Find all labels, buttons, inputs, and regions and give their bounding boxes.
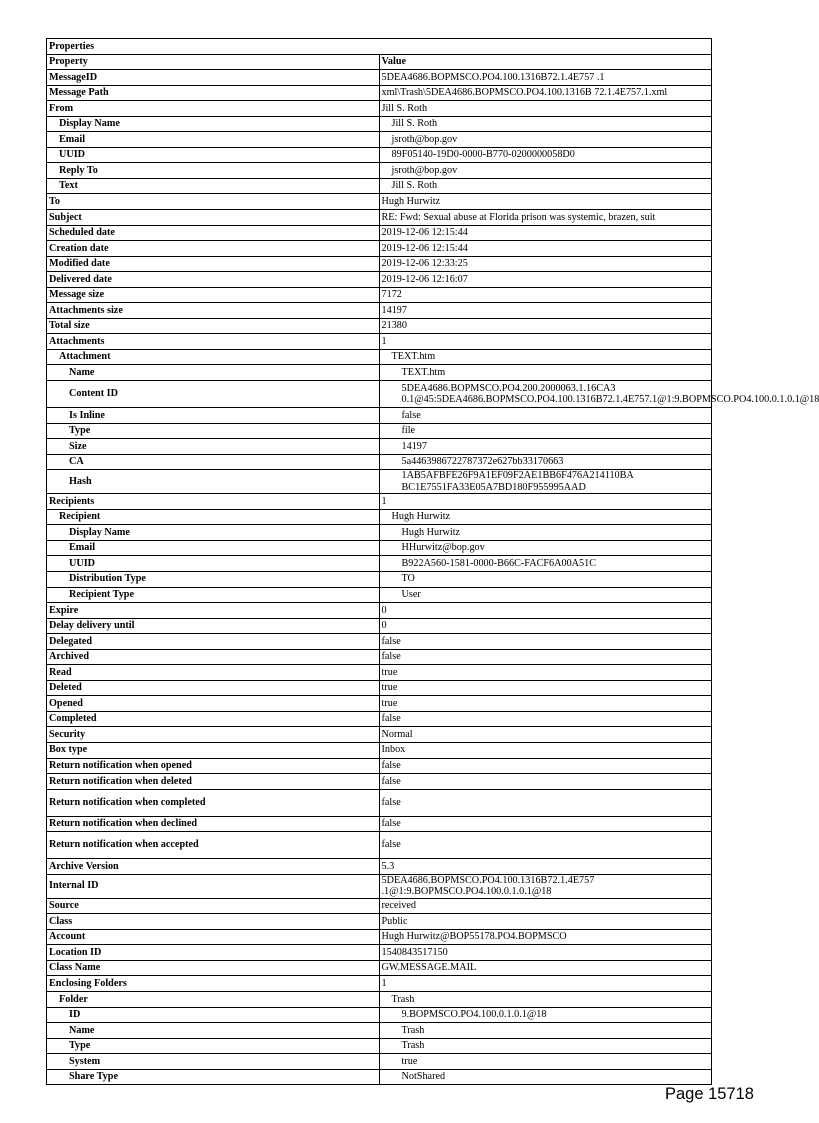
property-value: jsroth@bop.gov [379, 132, 712, 148]
properties-table [46, 38, 819, 1085]
property-value: 2019-12-06 12:15:44 [379, 241, 712, 257]
property-value: 5.3 [379, 859, 712, 875]
property-name: Attachment [47, 349, 380, 365]
property-value: false [379, 711, 712, 727]
table-row [47, 618, 712, 634]
property-value: 5a4463986722787372e627bb33170663 [379, 454, 712, 470]
table-title-row [47, 39, 712, 55]
property-value: GW.MESSAGE.MAIL [379, 960, 712, 976]
property-value: Public [379, 914, 712, 930]
property-value: 14197 [379, 439, 712, 455]
property-name: Expire [47, 603, 380, 619]
property-value: jsroth@bop.gov [379, 163, 712, 179]
table-row [47, 303, 712, 319]
property-value: Normal [379, 727, 712, 743]
property-value: true [379, 696, 712, 712]
table-title: Properties [47, 39, 712, 55]
property-name: Name [47, 365, 380, 381]
table-row [47, 349, 712, 365]
table-row [47, 1038, 712, 1054]
property-value: xml\Trash\5DEA4686.BOPMSCO.PO4.100.1316B 72.1.4E757.1.xml [379, 85, 712, 101]
property-value: B922A560-1581-0000-B66C-FACF6A00A51C [379, 556, 712, 572]
property-name: Delivered date [47, 272, 380, 288]
table-row [47, 1007, 712, 1023]
table-header-row [47, 54, 712, 70]
table-row [47, 540, 712, 556]
property-name: Is Inline [47, 408, 380, 424]
property-value: 2019-12-06 12:33:25 [379, 256, 712, 272]
table-row [47, 603, 712, 619]
property-name: Location ID [47, 945, 380, 961]
property-name: Account [47, 929, 380, 945]
property-name: To [47, 194, 380, 210]
table-row [47, 929, 712, 945]
table-row [47, 163, 712, 179]
property-value: Trash [379, 991, 712, 1007]
table-row [47, 1023, 712, 1039]
property-value: 1 [379, 976, 712, 992]
table-row [47, 509, 712, 525]
property-name: Class Name [47, 960, 380, 976]
property-value: Hugh Hurwitz@BOP55178.PO4.BOPMSCO [379, 929, 712, 945]
property-value: Hugh Hurwitz [379, 525, 712, 541]
property-value: true [379, 665, 712, 681]
property-value: false [379, 774, 712, 790]
property-value: 5DEA4686.BOPMSCO.PO4.200.2000063.1.16CA3 0.1@45:5DEA4686.BOPMSCO.PO4.100.1316B72.1.4E757.1@1:9.BOPMSCO.PO4.100.0.1.0.1@18 [379, 381, 712, 408]
property-name: Return notification when declined [47, 816, 380, 832]
property-value: 2019-12-06 12:16:07 [379, 272, 712, 288]
table-row [47, 1054, 712, 1070]
property-name: Scheduled date [47, 225, 380, 241]
property-value: HHurwitz@bop.gov [379, 540, 712, 556]
property-value: 89F05140-19D0-0000-B770-0200000058D0 [379, 147, 712, 163]
property-name: Email [47, 132, 380, 148]
property-name: Security [47, 727, 380, 743]
property-name: Content ID [47, 381, 380, 408]
table-row [47, 318, 712, 334]
property-value: false [379, 634, 712, 650]
property-value: 0 [379, 618, 712, 634]
property-value: 1 [379, 494, 712, 510]
table-row [47, 194, 712, 210]
table-row [47, 945, 712, 961]
property-value: Jill S. Roth [379, 178, 712, 194]
property-name: Class [47, 914, 380, 930]
property-name: Subject [47, 210, 380, 226]
property-name: Size [47, 439, 380, 455]
property-name: ID [47, 1007, 380, 1023]
table-row [47, 241, 712, 257]
table-row [47, 991, 712, 1007]
property-value: Trash [379, 1023, 712, 1039]
table-row [47, 225, 712, 241]
property-value: Trash [379, 1038, 712, 1054]
table-row [47, 556, 712, 572]
table-row [47, 960, 712, 976]
property-name: Recipient Type [47, 587, 380, 603]
table-row [47, 976, 712, 992]
property-name: Total size [47, 318, 380, 334]
properties-table-body [47, 39, 819, 1085]
table-row [47, 634, 712, 650]
table-row [47, 423, 712, 439]
property-name: Share Type [47, 1069, 380, 1085]
property-column-header: Property [47, 54, 380, 70]
table-row [47, 334, 712, 350]
property-name: System [47, 1054, 380, 1070]
table-row [47, 789, 712, 816]
table-row [47, 832, 712, 859]
property-value: false [379, 816, 712, 832]
table-row [47, 774, 712, 790]
property-value: 5DEA4686.BOPMSCO.PO4.100.1316B72.1.4E757 .1 [379, 70, 712, 86]
property-value: 7172 [379, 287, 712, 303]
property-name: Text [47, 178, 380, 194]
table-row [47, 101, 712, 117]
table-row [47, 742, 712, 758]
property-value: Jill S. Roth [379, 116, 712, 132]
table-row [47, 470, 712, 494]
property-name: Completed [47, 711, 380, 727]
property-name: Hash [47, 470, 380, 494]
property-value: true [379, 680, 712, 696]
property-value: Hugh Hurwitz [379, 194, 712, 210]
property-value: TEXT.htm [379, 365, 712, 381]
property-name: Message size [47, 287, 380, 303]
property-name: UUID [47, 147, 380, 163]
property-name: Attachments [47, 334, 380, 350]
table-row [47, 816, 712, 832]
property-value: TEXT.htm [379, 349, 712, 365]
property-name: Folder [47, 991, 380, 1007]
table-row [47, 898, 712, 914]
property-value: NotShared [379, 1069, 712, 1085]
table-row [47, 287, 712, 303]
property-name: Internal ID [47, 874, 380, 898]
property-name: CA [47, 454, 380, 470]
property-name: MessageID [47, 70, 380, 86]
table-row [47, 571, 712, 587]
property-value: false [379, 758, 712, 774]
property-name: Opened [47, 696, 380, 712]
property-value: received [379, 898, 712, 914]
property-name: Distribution Type [47, 571, 380, 587]
property-value: false [379, 408, 712, 424]
property-name: Deleted [47, 680, 380, 696]
table-row [47, 665, 712, 681]
property-name: Enclosing Folders [47, 976, 380, 992]
property-name: Modified date [47, 256, 380, 272]
table-row [47, 439, 712, 455]
property-value: false [379, 649, 712, 665]
property-name: Box type [47, 742, 380, 758]
table-row [47, 914, 712, 930]
property-value: Hugh Hurwitz [379, 509, 712, 525]
property-name: UUID [47, 556, 380, 572]
property-name: Display Name [47, 525, 380, 541]
property-name: Name [47, 1023, 380, 1039]
table-row [47, 365, 712, 381]
table-row [47, 256, 712, 272]
table-row [47, 494, 712, 510]
table-row [47, 85, 712, 101]
table-row [47, 1069, 712, 1085]
property-name: Type [47, 423, 380, 439]
property-name: Delay delivery until [47, 618, 380, 634]
table-row [47, 758, 712, 774]
property-value: 14197 [379, 303, 712, 319]
table-row [47, 132, 712, 148]
table-row [47, 210, 712, 226]
property-value: 5DEA4686.BOPMSCO.PO4.100.1316B72.1.4E757 .1@1:9.BOPMSCO.PO4.100.0.1.0.1@18 [379, 874, 712, 898]
property-value: RE: Fwd: Sexual abuse at Florida prison was systemic, brazen, suit [379, 210, 712, 226]
property-name: Reply To [47, 163, 380, 179]
property-value: false [379, 832, 712, 859]
table-row [47, 381, 712, 408]
table-row [47, 727, 712, 743]
property-value: 1540843517150 [379, 945, 712, 961]
table-row [47, 525, 712, 541]
property-name: Return notification when deleted [47, 774, 380, 790]
table-row [47, 874, 712, 898]
table-row [47, 70, 712, 86]
property-value: 21380 [379, 318, 712, 334]
value-column-header: Value [379, 54, 712, 70]
property-name: Display Name [47, 116, 380, 132]
property-value: true [379, 1054, 712, 1070]
property-name: Read [47, 665, 380, 681]
property-name: Type [47, 1038, 380, 1054]
property-value: 1AB5AFBFE26F9A1EF09F2AE1BB6F476A214110BA BC1E7551FA33E05A7BD180F955995AAD [379, 470, 712, 494]
property-name: Message Path [47, 85, 380, 101]
property-name: From [47, 101, 380, 117]
property-name: Creation date [47, 241, 380, 257]
table-row [47, 711, 712, 727]
property-name: Return notification when opened [47, 758, 380, 774]
property-value: TO [379, 571, 712, 587]
property-name: Attachments size [47, 303, 380, 319]
property-name: Recipients [47, 494, 380, 510]
property-value: 2019-12-06 12:15:44 [379, 225, 712, 241]
table-row [47, 587, 712, 603]
property-value: 0 [379, 603, 712, 619]
table-row [47, 408, 712, 424]
property-value: 1 [379, 334, 712, 350]
property-value: User [379, 587, 712, 603]
property-value: false [379, 789, 712, 816]
property-value: file [379, 423, 712, 439]
property-value: Inbox [379, 742, 712, 758]
property-name: Recipient [47, 509, 380, 525]
table-row [47, 116, 712, 132]
page-number: Page 15718 [664, 1085, 754, 1103]
table-row [47, 272, 712, 288]
table-row [47, 147, 712, 163]
property-name: Email [47, 540, 380, 556]
property-name: Archive Version [47, 859, 380, 875]
property-name: Archived [47, 649, 380, 665]
table-row [47, 680, 712, 696]
table-row [47, 178, 712, 194]
property-name: Source [47, 898, 380, 914]
table-row [47, 859, 712, 875]
property-name: Return notification when accepted [47, 832, 380, 859]
property-value: Jill S. Roth [379, 101, 712, 117]
table-row [47, 649, 712, 665]
property-value: 9.BOPMSCO.PO4.100.0.1.0.1@18 [379, 1007, 712, 1023]
table-row [47, 454, 712, 470]
property-name: Return notification when completed [47, 789, 380, 816]
property-name: Delegated [47, 634, 380, 650]
table-row [47, 696, 712, 712]
